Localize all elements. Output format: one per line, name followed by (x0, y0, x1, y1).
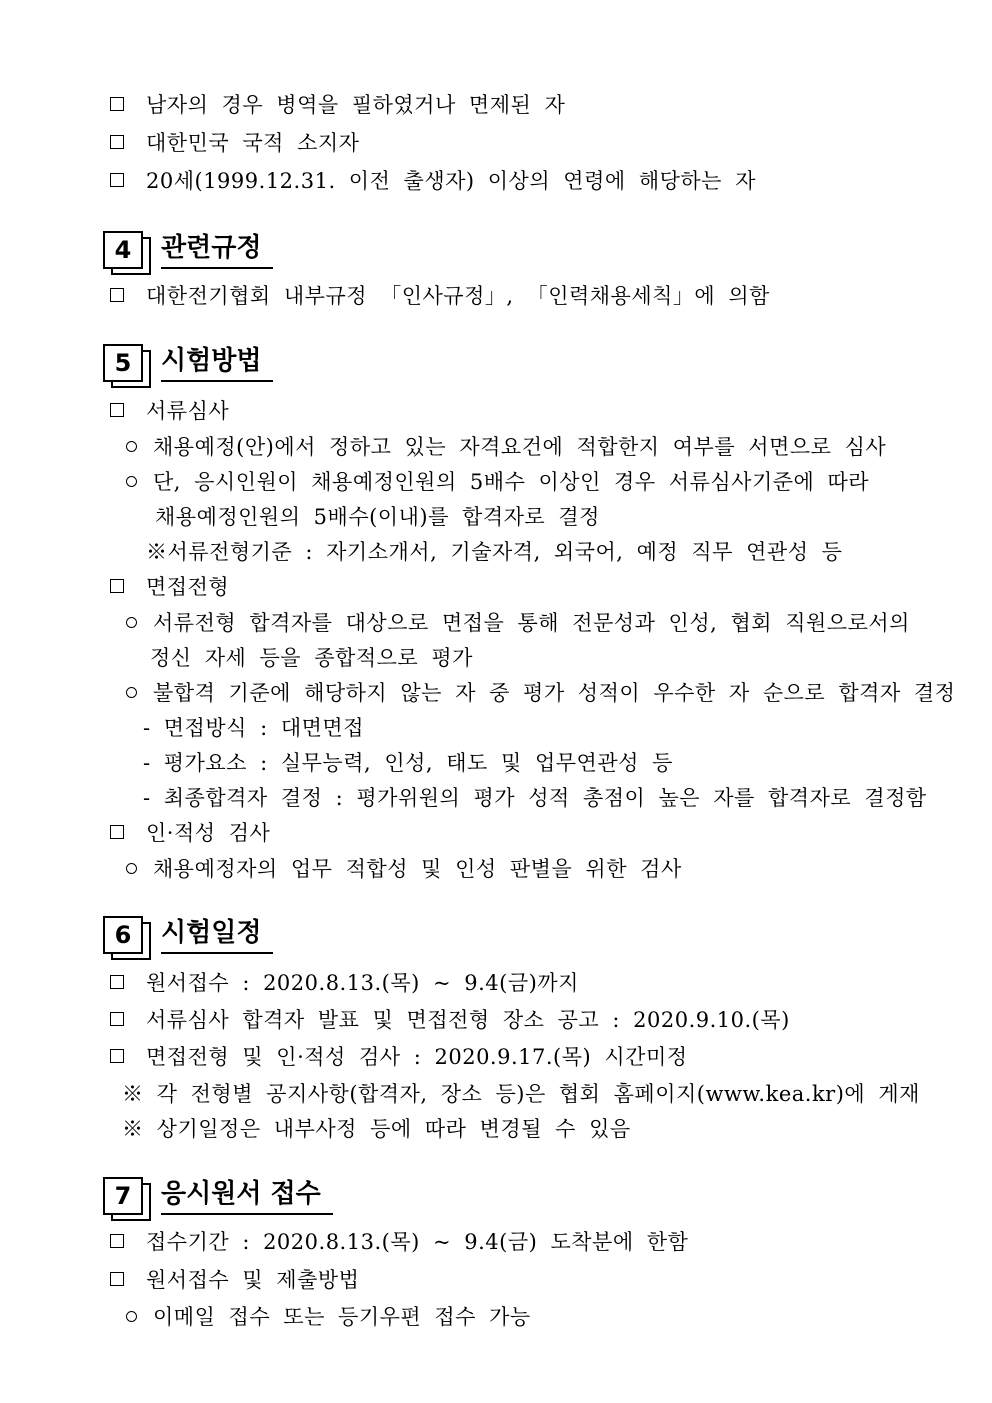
square-bullet-icon (110, 975, 124, 989)
section-number: 5 (103, 344, 143, 382)
list-item: 면접전형 및 인·적성 검사 : 2020.9.17.(목) 시간미정 (110, 1043, 688, 1071)
list-item: 남자의 경우 병역을 필하였거나 면제된 자 (110, 91, 565, 119)
square-bullet-icon (110, 173, 124, 187)
square-bullet-icon (110, 1234, 124, 1248)
list-item-continuation: 채용예정인원의 5배수(이내)를 합격자로 결정 (155, 505, 600, 529)
detail-item: - 면접방식 : 대면면접 (143, 716, 364, 740)
square-bullet-icon (110, 288, 124, 302)
square-bullet-icon (110, 135, 124, 149)
list-item: 이메일 접수 또는 등기우편 접수 가능 (126, 1303, 531, 1331)
circle-bullet-icon (126, 1311, 137, 1322)
square-bullet-icon (110, 1012, 124, 1026)
section-number: 4 (103, 231, 143, 269)
detail-item: - 최종합격자 결정 : 평가위원의 평가 성적 총점이 높은 자를 합격자로 결정함 (143, 786, 927, 810)
square-bullet-icon (110, 579, 124, 593)
list-item: 면접전형 (110, 573, 229, 601)
list-item: 단, 응시인원이 채용예정인원의 5배수 이상인 경우 서류심사기준에 따라 (126, 468, 869, 496)
circle-bullet-icon (126, 476, 137, 487)
circle-bullet-icon (126, 617, 137, 628)
square-bullet-icon (110, 97, 124, 111)
list-item: 원서접수 및 제출방법 (110, 1266, 359, 1294)
detail-item: - 평가요소 : 실무능력, 인성, 태도 및 업무연관성 등 (143, 751, 673, 775)
section-number: 7 (103, 1177, 143, 1215)
section-title: 응시원서 접수 (161, 1177, 333, 1215)
section-title: 시험방법 (161, 344, 273, 382)
list-item: 원서접수 : 2020.8.13.(목) ~ 9.4(금)까지 (110, 969, 579, 997)
list-item: 20세(1999.12.31. 이전 출생자) 이상의 연령에 해당하는 자 (110, 167, 756, 195)
list-item: 서류전형 합격자를 대상으로 면접을 통해 전문성과 인성, 협회 직원으로서의 (126, 609, 910, 637)
note: ※서류전형기준 : 자기소개서, 기술자격, 외국어, 예정 직무 연관성 등 (146, 540, 843, 564)
list-item: 서류심사 (110, 397, 229, 425)
square-bullet-icon (110, 825, 124, 839)
list-item: 대한전기협회 내부규정 「인사규정」, 「인력채용세칙」에 의함 (110, 282, 770, 310)
note: ※ 상기일정은 내부사정 등에 따라 변경될 수 있음 (122, 1117, 631, 1141)
list-item: 채용예정자의 업무 적합성 및 인성 판별을 위한 검사 (126, 855, 682, 883)
section-title: 시험일정 (161, 916, 273, 954)
section-title: 관련규정 (161, 231, 273, 269)
section-number: 6 (103, 916, 143, 954)
circle-bullet-icon (126, 863, 137, 874)
note: ※ 각 전형별 공지사항(합격자, 장소 등)은 협회 홈페이지(www.kea.kr)에 게재 (122, 1082, 920, 1106)
list-item: 접수기간 : 2020.8.13.(목) ~ 9.4(금) 도착분에 한함 (110, 1228, 688, 1256)
list-item: 불합격 기준에 해당하지 않는 자 중 평가 성적이 우수한 자 순으로 합격자 결정 (126, 679, 955, 707)
circle-bullet-icon (126, 687, 137, 698)
square-bullet-icon (110, 403, 124, 417)
square-bullet-icon (110, 1049, 124, 1063)
circle-bullet-icon (126, 441, 137, 452)
list-item: 인·적성 검사 (110, 819, 270, 847)
square-bullet-icon (110, 1272, 124, 1286)
list-item: 대한민국 국적 소지자 (110, 129, 359, 157)
list-item: 서류심사 합격자 발표 및 면접전형 장소 공고 : 2020.9.10.(목) (110, 1006, 790, 1034)
list-item: 채용예정(안)에서 정하고 있는 자격요건에 적합한지 여부를 서면으로 심사 (126, 433, 886, 461)
list-item-continuation: 정신 자세 등을 종합적으로 평가 (150, 646, 473, 670)
